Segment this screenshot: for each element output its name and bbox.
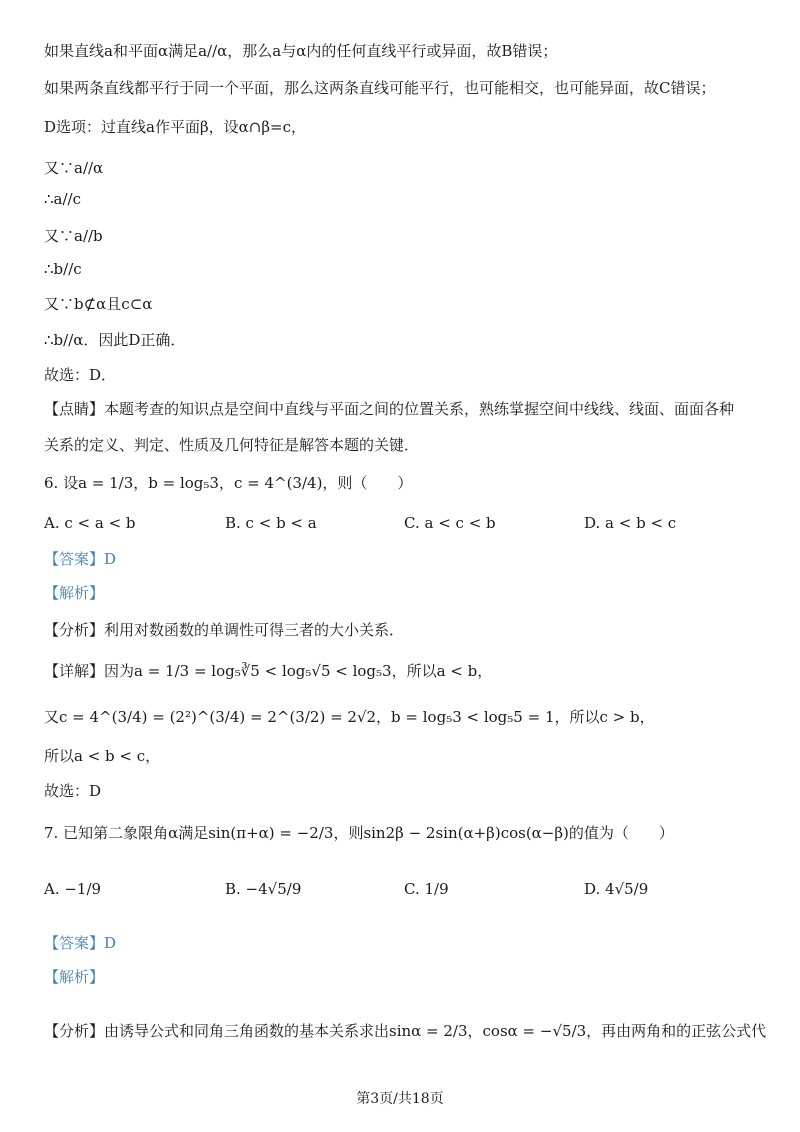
- q6-answer: 【答案】D: [44, 550, 117, 568]
- text-line: 又∵a//α: [44, 159, 104, 177]
- text-line: 故选：D．: [44, 366, 117, 384]
- text-line: 又∵a//b: [44, 227, 103, 245]
- text-line: ∴a//c: [44, 190, 81, 208]
- note-line: 关系的定义、判定、性质及几何特征是解答本题的关键．: [44, 436, 420, 454]
- q7-option-d: D. 4√5/9: [584, 880, 649, 898]
- text-line: D选项：过直线a作平面β，设α∩β=c，: [44, 118, 306, 136]
- q7-analysis-label: 【解析】: [44, 968, 105, 986]
- q7-option-a: A. −1/9: [44, 880, 102, 898]
- text-line: ∴b//α．因此D正确．: [44, 331, 186, 349]
- page-footer: 第3页/共18页: [356, 1091, 444, 1107]
- note-line: 【点睛】本题考查的知识点是空间中直线与平面之间的位置关系，熟练掌握空间中线线、线面、面面各种: [44, 400, 735, 418]
- q6-choose: 故选：D: [44, 782, 102, 800]
- q6-option-b: B. c < b < a: [225, 514, 317, 532]
- q6-detail-3: 所以a < b < c，: [44, 747, 161, 765]
- q6-detail-1: 【详解】因为a = 1/3 = log₅∛5 < log₅√5 < log₅3，所以a < b，: [44, 662, 493, 680]
- q6-option-c: C. a < c < b: [404, 514, 496, 532]
- q6-detail-2: 又c = 4^(3/4) = (2²)^(3/4) = 2^(3/2) = 2√2，b = log₅3 < log₅5 = 1，所以c > b，: [44, 708, 655, 726]
- q6-option-a: A. c < a < b: [44, 514, 136, 532]
- text-line: ∴b//c: [44, 260, 82, 278]
- q7-option-b: B. −4√5/9: [225, 880, 302, 898]
- q6-fenxi: 【分析】利用对数函数的单调性可得三者的大小关系．: [44, 621, 405, 639]
- question-7-stem: 7. 已知第二象限角α满足sin(π+α) = −2/3，则sin2β − 2sin(α+β)cos(α−β)的值为（ ）: [44, 824, 674, 842]
- q6-analysis-label: 【解析】: [44, 584, 105, 602]
- q7-answer: 【答案】D: [44, 934, 117, 952]
- q7-fenxi: 【分析】由诱导公式和同角三角函数的基本关系求出sinα = 2/3，cosα = −√5/3，再由两角和的正弦公式代: [44, 1022, 767, 1040]
- q6-option-d: D. a < b < c: [584, 514, 677, 532]
- q7-option-c: C. 1/9: [404, 880, 449, 898]
- text-line: 如果两条直线都平行于同一个平面，那么这两条直线可能平行，也可能相交，也可能异面，故C错误；: [44, 79, 716, 97]
- text-line: 如果直线a和平面α满足a//α，那么a与α内的任何直线平行或异面，故B错误；: [44, 42, 558, 60]
- text-line: 又∵b⊄α且c⊂α: [44, 295, 153, 313]
- question-6-stem: 6. 设a = 1/3，b = log₅3，c = 4^(3/4)，则（ ）: [44, 474, 413, 492]
